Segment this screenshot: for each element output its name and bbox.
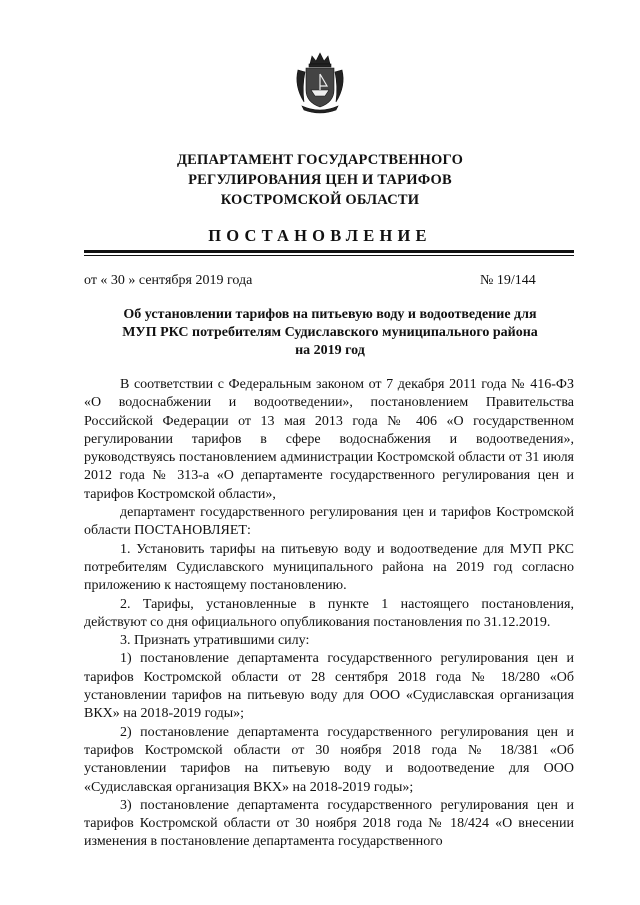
document-body <box>84 376 574 852</box>
department-name <box>120 150 520 210</box>
document-type-title: ПОСТАНОВЛЕНИЕ <box>208 226 432 245</box>
divider-thin <box>84 255 574 256</box>
body-paragraph: 1. Установить тарифы на питьевую воду и водоотведение для МУП РКС потребителям Судиславского муниципального района на 2019 год согласно приложению к настоящему постановлению. <box>84 541 574 594</box>
body-paragraph: 3) постановление департамента государственного регулирования цен и тарифов Костромской области от 30 ноября 2018 года № 18/424 «О внесении изменения в постановление департамента государственного <box>84 797 574 850</box>
body-paragraph: В соответствии с Федеральным законом от 7 декабря 2011 года № 416-ФЗ «О водоснабжении и водоотведении», постановлением Правительства Российской Федерации от 13 мая 2013 года № 406 «О государственном регулировании тарифов в сфере водоснабжения и водоотведения», руководствуясь постановлением администрации Костромской области от 31 июля 2012 года № 313-а «О департаменте государственного регулирования цен и тарифов Костромской области», <box>84 377 574 502</box>
divider-thick <box>84 250 574 253</box>
subject-line-2: МУП РКС потребителям Судиславского муниципального района <box>122 325 538 340</box>
body-paragraph: департамент государственного регулирования цен и тарифов Костромской области ПОСТАНОВЛЯЕТ: <box>84 505 574 539</box>
body-paragraph: 3. Признать утратившими силу: <box>120 633 310 649</box>
document-number: № 19/144 <box>480 273 536 288</box>
body-paragraph: 1) постановление департамента государственного регулирования цен и тарифов Костромской области от 28 сентября 2018 года № 18/280 «Об установлении тарифов на питьевую воду для ООО «Судиславская организация ВКХ» на 2018-2019 годы»; <box>84 651 574 722</box>
subject-line-1: Об установлении тарифов на питьевую воду и водоотведение для <box>123 307 537 322</box>
department-line-1: ДЕПАРТАМЕНТ ГОСУДАРСТВЕННОГО <box>176 152 464 168</box>
coat-of-arms-emblem-icon <box>292 50 348 116</box>
subject-line-3: на 2019 год <box>295 343 365 358</box>
document-date: от « 30 » сентября 2019 года <box>84 273 253 288</box>
body-paragraph: 2) постановление департамента государственного регулирования цен и тарифов Костромской области от 30 ноября 2018 года № 18/381 «Об установлении тарифов на питьевую воду и водоотведение для ООО «Судиславская организация ВКХ» на 2018-2019 годы»; <box>84 724 574 795</box>
body-paragraph: 2. Тарифы, установленные в пункте 1 настоящего постановления, действуют со дня официального опубликования постановления по 31.12.2019. <box>84 596 574 630</box>
document-subject <box>100 306 560 360</box>
department-line-3: КОСТРОМСКОЙ ОБЛАСТИ <box>220 192 420 208</box>
department-line-2: РЕГУЛИРОВАНИЯ ЦЕН И ТАРИФОВ <box>188 172 452 188</box>
